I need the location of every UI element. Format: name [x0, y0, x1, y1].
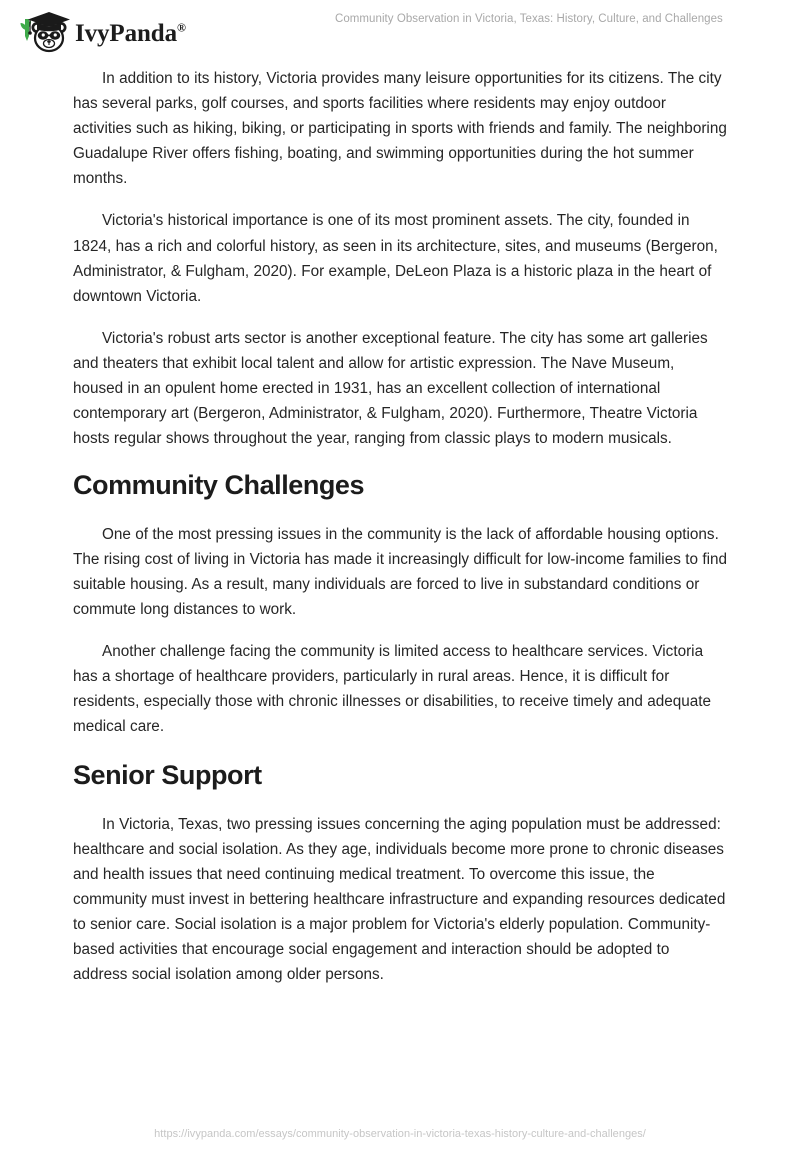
- registered-mark: ®: [177, 20, 186, 35]
- document-content: [73, 66, 727, 987]
- paragraph-healthcare-access: Another challenge facing the community is limited access to healthcare services. Victoria has a shortage of healthcare providers, particularly in rural areas. Hence, it is difficult for residents, especially those with chronic illnesses or disabilities, to receive timely and adequate medical care.: [73, 642, 712, 736]
- paragraph-affordable-housing: One of the most pressing issues in the community is the lack of affordable housing options. The rising cost of living in Victoria has made it increasingly difficult for low-income families to find suitable housing. As a result, many individuals are forced to live in substandard conditions or commute long distances to work.: [73, 525, 727, 618]
- paragraph-leisure: In addition to its history, Victoria provides many leisure opportunities for its citizens. The city has several parks, golf courses, and sports facilities where residents may enjoy outdoor activities such as hiking, biking, or participating in sports with friends and family. The neighboring Guadalupe River offers fishing, boating, and swimming opportunities during the hot summer months.: [73, 70, 727, 188]
- brand-wordmark: [75, 21, 186, 46]
- paragraph-aging-population: In Victoria, Texas, two pressing issues concerning the aging population must be addressed: healthcare and social isolation. As they age, individuals become more prone to chronic diseases and health issues that need continuing medical treatment. To overcome this issue, the community must invest in bettering healthcare infrastructure and expanding resources dedicated to senior care. Social isolation is a major problem for Victoria's elderly population. Community-based activities that encourage social engagement and interaction should be adopted to address social isolation among older persons.: [73, 815, 726, 984]
- brand-name-text: IvyPanda: [75, 19, 178, 47]
- document-title-header: Community Observation in Victoria, Texas: History, Culture, and Challenges: [335, 13, 723, 25]
- panda-graduate-logo-icon: [18, 10, 72, 54]
- page-header: [0, 0, 800, 62]
- heading-community-challenges: Community Challenges: [73, 470, 365, 501]
- heading-senior-support: Senior Support: [73, 760, 262, 791]
- paragraph-historical-importance: Victoria's historical importance is one of its most prominent assets. The city, founded in 1824, has a rich and colorful history, as seen in its architecture, sites, and museums (Bergeron, Administrator, & Fulgham, 2020). For example, DeLeon Plaza is a historic plaza in the heart of downtown Victoria.: [73, 212, 718, 305]
- page-footer: [0, 1124, 800, 1142]
- source-url-link[interactable]: https://ivypanda.com/essays/community-observation-in-victoria-texas-history-culture-and-challenges/: [154, 1128, 646, 1140]
- ivypanda-logo[interactable]: [18, 10, 186, 54]
- paragraph-arts-sector: Victoria's robust arts sector is another exceptional feature. The city has some art galleries and theaters that exhibit local talent and allow for artistic expression. The Nave Museum, housed in an opulent home erected in 1931, has an excellent collection of international contemporary art (Bergeron, Administrator, & Fulgham, 2020). Furthermore, Theatre Victoria hosts regular shows throughout the year, ranging from classic plays to modern musicals.: [73, 329, 708, 448]
